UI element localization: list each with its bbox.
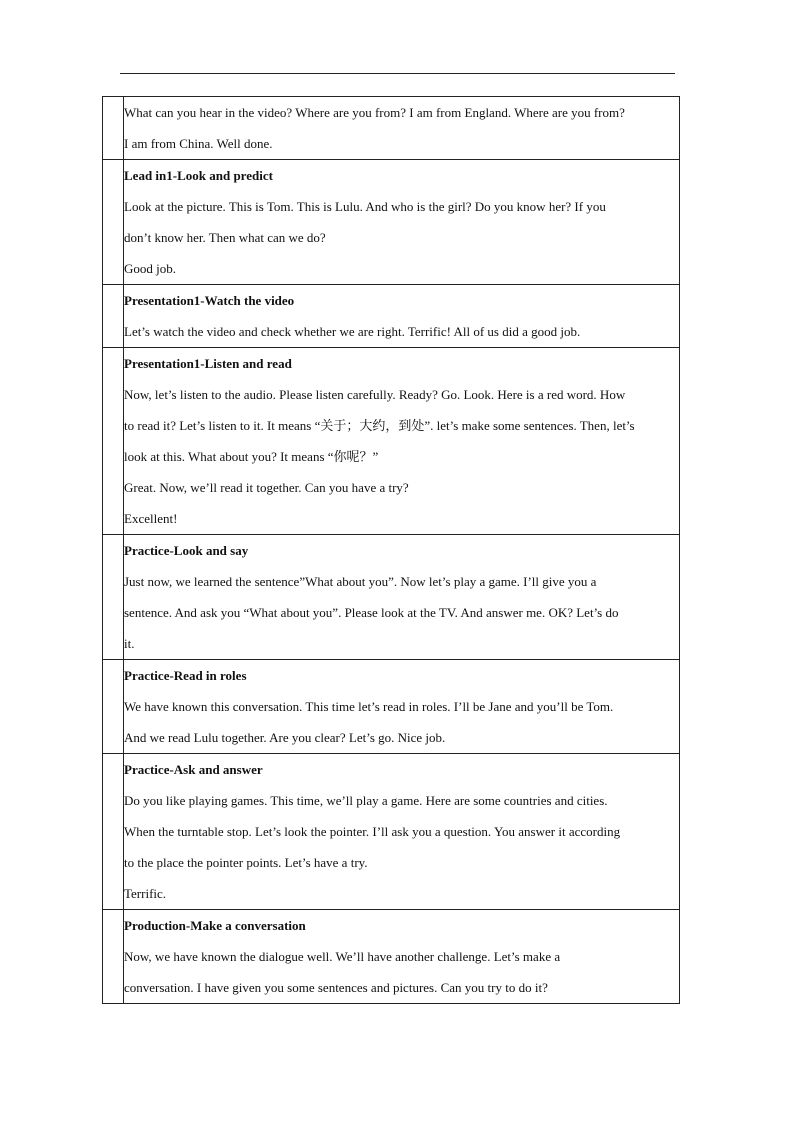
section-title: Production-Make a conversation: [124, 918, 306, 933]
section-text-line: We have known this conversation. This time let’s read in roles. I’ll be Jane and you’ll be Tom.: [124, 699, 614, 714]
section-text-line: to the place the pointer points. Let’s have a try.: [124, 855, 368, 870]
side-cell: [103, 535, 124, 660]
side-cell: [103, 97, 124, 160]
content-cell: [124, 97, 680, 160]
content-cell: [124, 285, 680, 348]
content-cell: [124, 660, 680, 754]
section-text-line: sentence. And ask you “What about you”. Please look at the TV. And answer me. OK? Let’s do: [124, 605, 619, 620]
content-cell: [124, 535, 680, 660]
section-text-line: Now, let’s listen to the audio. Please listen carefully. Ready? Go. Look. Here is a red word. How: [124, 387, 626, 402]
section-text-line: Do you like playing games. This time, we’ll play a game. Here are some countries and cities.: [124, 793, 608, 808]
section-text-line: Good job.: [124, 261, 176, 276]
section-text-line: Look at the picture. This is Tom. This is Lulu. And who is the girl? Do you know her? If you: [124, 199, 606, 214]
section-title: Practice-Read in roles: [124, 668, 247, 683]
section-row: [103, 285, 680, 348]
section-text-line: Excellent!: [124, 511, 178, 526]
side-cell: [103, 160, 124, 285]
section-text-line: Now, we have known the dialogue well. We’ll have another challenge. Let’s make a: [124, 949, 561, 964]
section-title: Practice-Look and say: [124, 543, 249, 558]
content-cell: [124, 754, 680, 910]
section-text-line: When the turntable stop. Let’s look the pointer. I’ll ask you a question. You answer it according: [124, 824, 621, 839]
section-text-line: Let’s watch the video and check whether we are right. Terrific! All of us did a good job.: [124, 324, 581, 339]
section-text-line: And we read Lulu together. Are you clear? Let’s go. Nice job.: [124, 730, 446, 745]
section-row: [103, 660, 680, 754]
side-cell: [103, 660, 124, 754]
side-cell: [103, 910, 124, 1004]
content-cell: [124, 348, 680, 535]
section-title: Practice-Ask and answer: [124, 762, 263, 777]
section-text-line: conversation. I have given you some sentences and pictures. Can you try to do it?: [124, 980, 548, 995]
section-text-line: Terrific.: [124, 886, 167, 901]
section-text-line: What can you hear in the video? Where are you from? I am from England. Where are you from?: [124, 105, 625, 120]
side-cell: [103, 754, 124, 910]
section-text-line: I am from China. Well done.: [124, 136, 273, 151]
lesson-plan-table: [102, 96, 680, 1004]
section-text-line: it.: [124, 636, 135, 651]
section-row: [103, 160, 680, 285]
section-text-line: Just now, we learned the sentence”What about you”. Now let’s play a game. I’ll give you a: [124, 574, 597, 589]
section-row: [103, 97, 680, 160]
side-cell: [103, 285, 124, 348]
section-title: Presentation1-Watch the video: [124, 293, 295, 308]
section-text-line: Great. Now, we’ll read it together. Can you have a try?: [124, 480, 409, 495]
section-text-line: don’t know her. Then what can we do?: [124, 230, 326, 245]
section-text-line: to read it? Let’s listen to it. It means “关于；大约，到处”. let’s make some sentences. Then, let’s: [124, 418, 635, 433]
header-rule: [120, 73, 675, 74]
section-row: [103, 754, 680, 910]
side-cell: [103, 348, 124, 535]
section-title: Presentation1-Listen and read: [124, 356, 292, 371]
content-cell: [124, 160, 680, 285]
section-text-line: look at this. What about you? It means “你呢？”: [124, 449, 379, 464]
section-row: [103, 535, 680, 660]
section-title: Lead in1-Look and predict: [124, 168, 273, 183]
section-row: [103, 348, 680, 535]
content-cell: [124, 910, 680, 1004]
section-row: [103, 910, 680, 1004]
